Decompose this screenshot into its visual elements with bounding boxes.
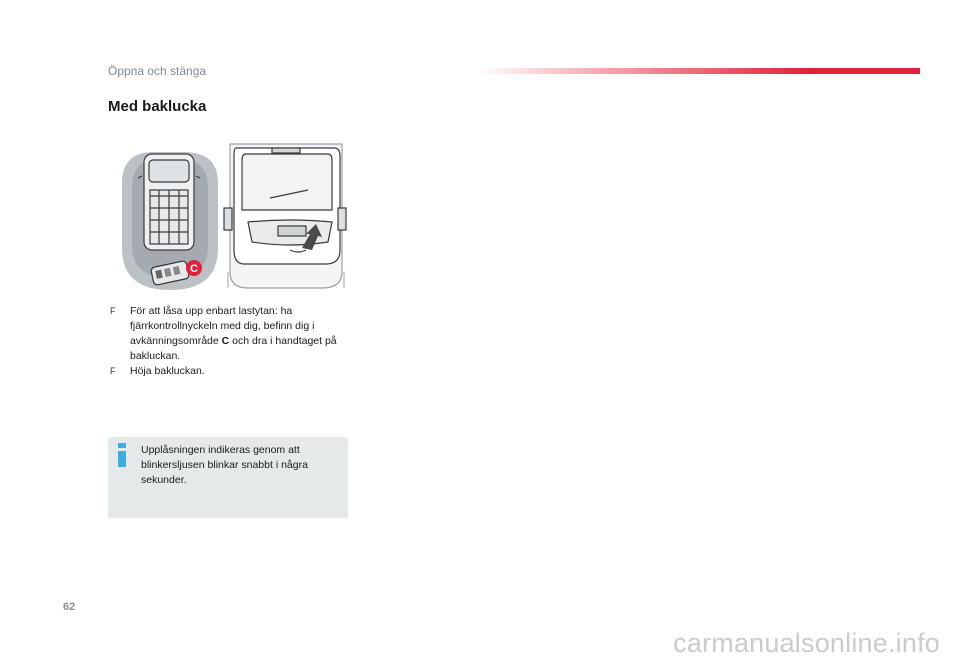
- step-2-bullet: F: [110, 366, 116, 376]
- header-title: Öppna och stänga: [108, 64, 207, 78]
- zone-c-label: C: [190, 263, 198, 275]
- step-2-text: Höja bakluckan.: [130, 365, 205, 377]
- van-rear-view: [224, 144, 346, 288]
- header-accent-bar: [478, 68, 920, 74]
- info-icon: [118, 443, 126, 465]
- step-1-bullet: F: [110, 306, 116, 316]
- step-1: [108, 304, 348, 364]
- section-title: Med baklucka: [108, 98, 207, 115]
- info-text: Upplåsningen indikeras genom att blinkersljusen blinkar snabbt i några sekunder.: [141, 444, 308, 486]
- instructions: [108, 304, 348, 379]
- zone-c-reference: C: [221, 335, 230, 347]
- step-2: [108, 364, 348, 379]
- step-1-text-end: och dra i handtaget på bakluckan.: [130, 335, 337, 362]
- watermark[interactable]: carmanualsonline.info: [673, 628, 940, 658]
- illustration: [112, 138, 348, 300]
- step-1-text: För att låsa upp enbart lastytan: ha fjärrkontrollnyckeln med dig, befinn dig i avkänningsområde: [130, 305, 315, 347]
- tailgate-illustration: [112, 138, 348, 300]
- info-box: [108, 437, 348, 518]
- page-number: 62: [63, 601, 76, 613]
- van-top-view: [138, 154, 200, 250]
